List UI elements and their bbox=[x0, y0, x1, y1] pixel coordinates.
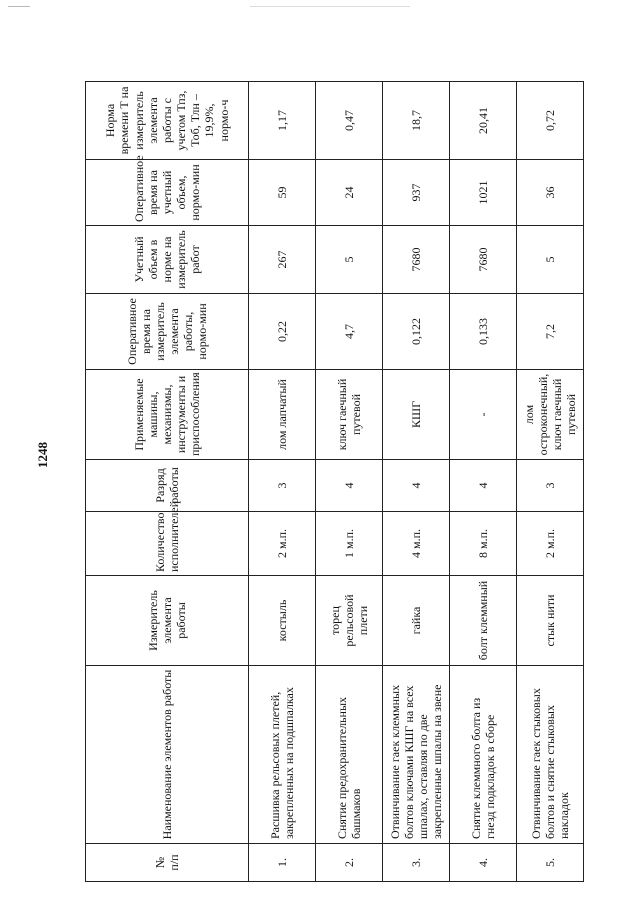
cell-tools: КШГ bbox=[383, 370, 450, 460]
rotated-table-frame bbox=[85, 82, 579, 882]
cell-op-time: 0,133 bbox=[450, 294, 517, 370]
cell-tools: ключ гаечный путевой bbox=[316, 370, 383, 460]
cell-norm: 0,72 bbox=[517, 82, 584, 160]
cell-grade: 3 bbox=[249, 460, 316, 512]
table-row bbox=[383, 82, 450, 882]
cell-grade: 3 bbox=[517, 460, 584, 512]
cell-name: Снятие предохранительных башмаков bbox=[316, 666, 383, 844]
cell-tools: - bbox=[450, 370, 517, 460]
cell-meter: болт клеммный bbox=[450, 576, 517, 666]
header-grade: Разряд работы bbox=[86, 460, 249, 512]
header-volume: Учетный объем в норме на измеритель работ bbox=[86, 226, 249, 294]
cell-op-time: 7,2 bbox=[517, 294, 584, 370]
cell-num: 3. bbox=[383, 844, 450, 882]
cell-op-time-volume: 24 bbox=[316, 160, 383, 226]
cell-meter: костыль bbox=[249, 576, 316, 666]
cell-volume: 5 bbox=[517, 226, 584, 294]
header-performers: Количество исполнителей bbox=[86, 512, 249, 576]
header-num: № п/п bbox=[86, 844, 249, 882]
cell-volume: 5 bbox=[316, 226, 383, 294]
cell-grade: 4 bbox=[316, 460, 383, 512]
cell-op-time: 4,7 bbox=[316, 294, 383, 370]
cell-name: Расшивка рельсовых плетей, закрепленных на подшпалках bbox=[249, 666, 316, 844]
cell-performers: 4 м.п. bbox=[383, 512, 450, 576]
cell-op-time-volume: 937 bbox=[383, 160, 450, 226]
cell-name: Снятие клеммного болта из гнезд подкладок в сборе bbox=[450, 666, 517, 844]
cell-performers: 8 м.п. bbox=[450, 512, 517, 576]
time-norms-table bbox=[85, 81, 584, 882]
header-op-time-volume: Оперативное время на учетный объем, нормо-мин bbox=[86, 160, 249, 226]
page-number: 1248 bbox=[35, 442, 50, 468]
cell-grade: 4 bbox=[383, 460, 450, 512]
cell-volume: 267 bbox=[249, 226, 316, 294]
scan-artifact-line bbox=[250, 6, 410, 7]
table-row bbox=[450, 82, 517, 882]
table-row bbox=[249, 82, 316, 882]
header-op-time: Оперативное время на измеритель элемента работы, нормо-мин bbox=[86, 294, 249, 370]
header-norm: Норма времени Т на измеритель элемента работы с учетом Тпз, Тоб, Тлн – 19,9%, нормо-ч bbox=[86, 82, 249, 160]
cell-norm: 1,17 bbox=[249, 82, 316, 160]
header-name: Наименование элементов работы bbox=[86, 666, 249, 844]
cell-meter: торец рельсовой плети bbox=[316, 576, 383, 666]
cell-tools: лом лапчатый bbox=[249, 370, 316, 460]
cell-num: 5. bbox=[517, 844, 584, 882]
cell-norm: 18,7 bbox=[383, 82, 450, 160]
table-row bbox=[517, 82, 584, 882]
header-meter: Измеритель элемента работы bbox=[86, 576, 249, 666]
cell-performers: 2 м.п. bbox=[249, 512, 316, 576]
scan-artifact-line bbox=[8, 6, 30, 7]
cell-num: 4. bbox=[450, 844, 517, 882]
cell-name: Отвинчивание гаек стыковых болтов и снятие стыковых накладок bbox=[517, 666, 584, 844]
cell-op-time-volume: 59 bbox=[249, 160, 316, 226]
cell-norm: 0,47 bbox=[316, 82, 383, 160]
cell-meter: стык нити bbox=[517, 576, 584, 666]
cell-norm: 20,41 bbox=[450, 82, 517, 160]
table-header-row bbox=[86, 82, 249, 882]
cell-op-time-volume: 36 bbox=[517, 160, 584, 226]
cell-name: Отвинчивание гаек клеммных болтов ключами КШГ на всех шпалах, оставляя по две закрепленные шпалы на звене bbox=[383, 666, 450, 844]
cell-volume: 7680 bbox=[450, 226, 517, 294]
header-tools: Применяемые машины, механизмы, инструменты и приспособления bbox=[86, 370, 249, 460]
table-container bbox=[85, 82, 579, 882]
cell-op-time-volume: 1021 bbox=[450, 160, 517, 226]
cell-num: 2. bbox=[316, 844, 383, 882]
table-row bbox=[316, 82, 383, 882]
cell-performers: 1 м.п. bbox=[316, 512, 383, 576]
cell-num: 1. bbox=[249, 844, 316, 882]
cell-performers: 2 м.п. bbox=[517, 512, 584, 576]
cell-volume: 7680 bbox=[383, 226, 450, 294]
cell-tools: лом остроконечный, ключ гаечный путевой bbox=[517, 370, 584, 460]
cell-op-time: 0,122 bbox=[383, 294, 450, 370]
cell-meter: гайка bbox=[383, 576, 450, 666]
cell-grade: 4 bbox=[450, 460, 517, 512]
cell-op-time: 0,22 bbox=[249, 294, 316, 370]
